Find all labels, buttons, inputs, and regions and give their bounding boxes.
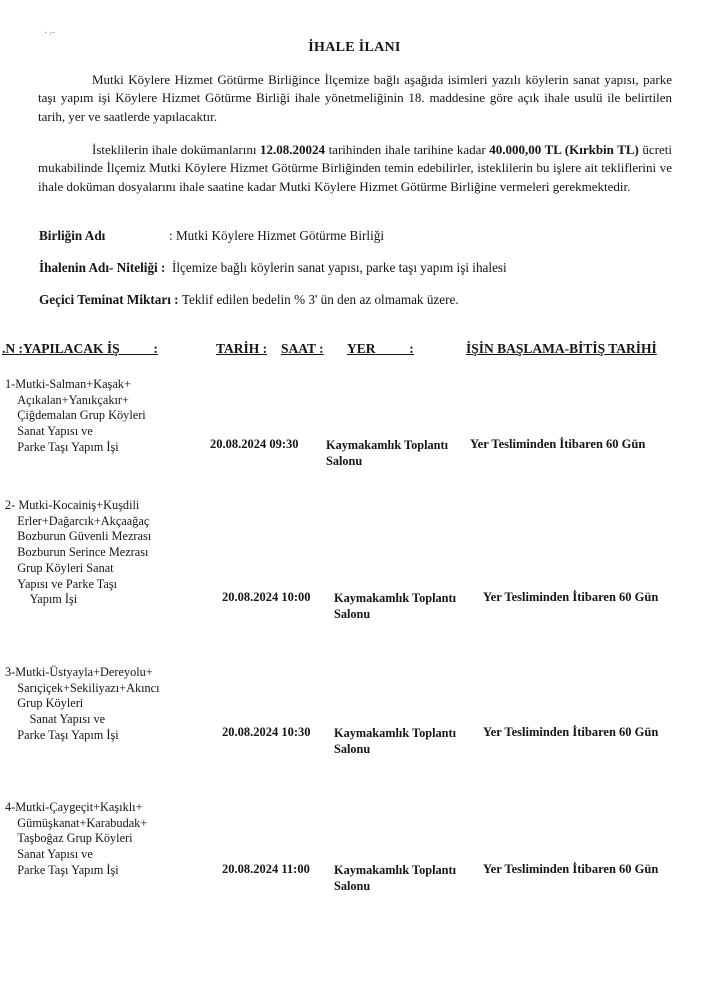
tender-place	[334, 862, 474, 894]
union-value: : Mutki Köylere Hizmet Götürme Birliği	[169, 228, 384, 243]
work-line: Erler+Dağarcık+Akçaağaç	[5, 513, 150, 528]
tender-value: İlçemize bağlı köylerin sanat yapısı, parke taşı yapım işi ihalesi	[172, 260, 507, 275]
union-label: Birliğin Adı	[39, 228, 106, 243]
work-line: Sanat Yapısı ve	[5, 712, 106, 727]
work-description	[5, 498, 205, 608]
tender-datetime: 20.08.2024 10:30	[222, 725, 311, 739]
p2-date: 12.08.20024	[260, 142, 326, 157]
work-line: Grup Köyleri Sanat	[5, 560, 114, 575]
place-line: Kaymakamlık Toplantı	[334, 863, 456, 877]
header-duration: İŞİN BAŞLAMA-BİTİŞ TARİHİ	[466, 341, 657, 356]
header-place	[347, 341, 414, 357]
tender-label: İhalenin Adı- Niteliği :	[39, 260, 166, 275]
header-job-tail: :	[119, 341, 158, 356]
scan-mark: · ⌐	[44, 28, 56, 39]
work-line: 3-Mutki-Üstyayla+Dereyolu+	[5, 665, 153, 679]
intro-paragraph-2	[38, 141, 672, 196]
work-description	[5, 800, 205, 879]
place-line: Salonu	[334, 607, 371, 621]
p2-part-b: tarihinden ihale tarihine kadar	[325, 142, 490, 157]
work-line: Sarıçiçek+Sekiliyazı+Akıncı	[5, 680, 160, 695]
tender-duration: Yer Tesliminden İtibaren 60 Gün	[483, 590, 659, 604]
work-line: 4-Mutki-Çaygeçit+Kaşıklı+	[5, 800, 143, 814]
work-line: Parke Taşı Yapım İşi	[5, 862, 119, 877]
guarantee-field	[39, 292, 459, 308]
intro-paragraph-1	[38, 71, 672, 126]
tender-place	[334, 725, 474, 757]
header-place-label: YER	[347, 341, 376, 356]
p2-part-c: ücreti mukabilinde İlçemiz Mutki Köylere Hizmet Götürme Birliğinden temin edebilirler, isteklilerin bu işlere ait tekliflerini ve ihale doküman dosyalarını ihale saatine kadar Mutki Köylere Hizmet Götürme Birliğine vermeleri gerekmektedir.	[38, 142, 673, 194]
union-name-field	[39, 228, 384, 244]
tender-datetime: 20.08.2024 09:30	[210, 437, 299, 451]
work-description	[5, 665, 205, 744]
work-line: 2- Mutki-Kocainiş+Kuşdili	[5, 498, 140, 512]
work-line: Taşboğaz Grup Köyleri	[5, 831, 133, 846]
work-line: 1-Mutki-Salman+Kaşak+	[5, 377, 131, 391]
place-line: Salonu	[334, 879, 371, 893]
work-line: Parke Taşı Yapım İşi	[5, 439, 119, 454]
tender-datetime: 20.08.2024 10:00	[222, 590, 311, 604]
tender-place	[334, 590, 474, 622]
work-line: Çiğdemalan Grup Köyleri	[5, 408, 146, 423]
work-line: Parke Taşı Yapım İşi	[5, 727, 119, 742]
work-line: Açıkalan+Yanıkçakır+	[5, 392, 129, 407]
work-description	[5, 377, 205, 456]
tender-duration: Yer Tesliminden İtibaren 60 Gün	[470, 437, 646, 451]
work-line: Bozburun Serince Mezrası	[5, 545, 149, 560]
document-title: İHALE İLANI	[308, 40, 401, 55]
tender-duration: Yer Tesliminden İtibaren 60 Gün	[483, 862, 659, 876]
intro-paragraph-1-text: Mutki Köylere Hizmet Götürme Birliğince İlçemize bağlı aşağıda isimleri yazılı köylerin sanat yapısı, parke taşı yapım işi Köylere Hizmet Götürme Birliği ihale yönetmeliğinin 18. maddesine göre açık ihale usulü ile belirtilen tarih, yer ve saatlerde yapılacaktır.	[38, 72, 672, 124]
work-line: Yapım İşi	[5, 592, 78, 607]
work-line: Gümüşkanat+Karabudak+	[5, 815, 148, 830]
p2-part-a: İsteklilerin ihale dokümanlarını	[92, 142, 257, 157]
guarantee-label: Geçici Teminat Miktarı :	[39, 292, 179, 307]
place-line: Salonu	[326, 454, 363, 468]
tender-duration: Yer Tesliminden İtibaren 60 Gün	[483, 725, 659, 739]
place-line: Kaymakamlık Toplantı	[334, 591, 456, 605]
tender-name-field	[39, 260, 507, 276]
header-job	[2, 341, 158, 357]
work-line: Yapısı ve Parke Taşı	[5, 576, 118, 591]
work-line: Sanat Yapısı ve	[5, 424, 93, 439]
tender-datetime: 20.08.2024 11:00	[222, 862, 310, 876]
place-line: Kaymakamlık Toplantı	[326, 438, 448, 452]
guarantee-value: Teklif edilen bedelin % 3' ün den az olmamak üzere.	[181, 292, 459, 307]
header-job-label: .N :YAPILACAK İŞ	[2, 341, 120, 356]
tender-place	[326, 437, 466, 469]
p2-fee: 40.000,00 TL (Kırkbin TL)	[489, 142, 639, 157]
place-line: Salonu	[334, 742, 371, 756]
work-line: Sanat Yapısı ve	[5, 847, 93, 862]
work-line: Grup Köyleri	[5, 696, 84, 711]
header-time: SAAT :	[281, 341, 324, 356]
header-date: TARİH :	[216, 341, 268, 356]
header-place-tail: :	[375, 341, 414, 356]
place-line: Kaymakamlık Toplantı	[334, 726, 456, 740]
work-line: Bozburun Güvenli Mezrası	[5, 529, 152, 544]
